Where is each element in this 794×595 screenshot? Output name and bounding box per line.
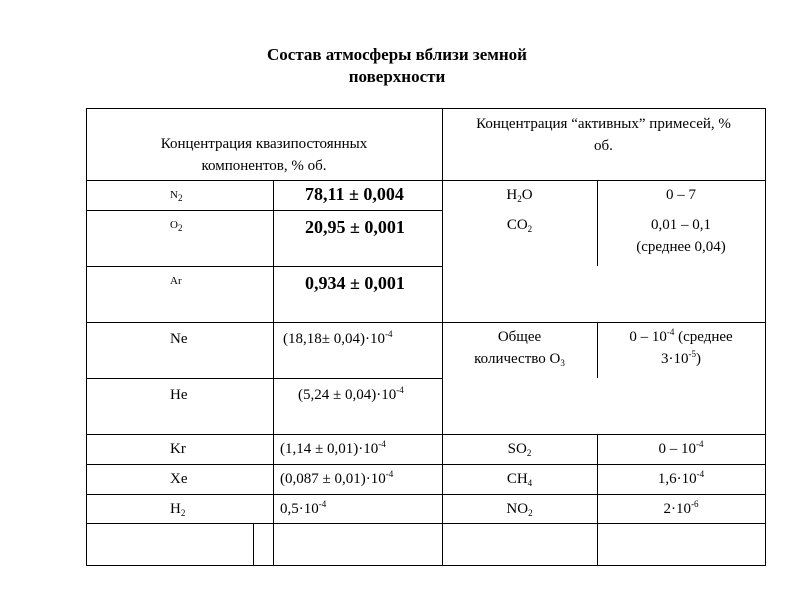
symbol-he: He: [170, 387, 188, 403]
value-h2: $0,5\cdot 10^{-4}$: [280, 499, 327, 517]
name-so2: $SO_2$: [507, 441, 532, 458]
value-so2: $0 - 10^{-4}$: [658, 439, 704, 457]
grid-line: [86, 322, 766, 323]
grid-line: [86, 180, 766, 181]
symbol-n2: $N_2$: [170, 189, 183, 203]
symbol-ar: Ar: [170, 275, 182, 287]
title-line-1: Состав атмосферы вблизи земной: [267, 45, 527, 64]
value-xe: $(0,087 \pm 0,01)\cdot 10^{-4}$: [280, 469, 394, 487]
value-n2: 78,11 ± 0,004: [305, 184, 404, 204]
symbol-ne: Ne: [170, 331, 188, 347]
value-ar: 0,934 ± 0,001: [305, 273, 405, 293]
value-no2: $2\cdot 10^{-6}$: [663, 499, 699, 517]
title-line-2: поверхности: [348, 67, 446, 86]
name-h2o: $H_2O$: [506, 187, 533, 204]
right-header: Концентрация “активных” примесей, % об.: [476, 116, 731, 154]
value-h2o: 0 – 7: [666, 187, 696, 203]
name-co2: $CO_2$: [506, 217, 533, 234]
grid-line: [86, 523, 766, 524]
name-no2: $NO_2$: [506, 501, 533, 518]
grid-line: [86, 494, 766, 495]
grid-top: [86, 108, 766, 109]
value-he: $(5,24 \pm 0,04)\cdot 10^{-4}$: [298, 385, 404, 403]
value-o3: $0 - 10^{-4}$ (среднее $3\cdot 10^{-5}$): [629, 327, 733, 367]
value-ch4: $1,6\cdot 10^{-4}$: [657, 469, 705, 487]
grid-line: [86, 266, 442, 267]
value-ne: $(18,18\pm 0,04)\cdot 10^{-4}$: [283, 329, 393, 347]
grid-line: [273, 180, 274, 565]
grid-line: [86, 434, 766, 435]
page-title: [0, 44, 794, 88]
symbol-h2: $H_2$: [170, 501, 186, 518]
grid-right: [765, 108, 766, 565]
symbol-o2: $O_2$: [170, 219, 183, 233]
value-co2: 0,01 – 0,1 (среднее 0,04): [636, 217, 726, 255]
grid-line: [253, 523, 254, 565]
grid-line: [86, 210, 442, 211]
left-header: Концентрация квазипостоянных компонентов, % об.: [160, 136, 368, 174]
symbol-kr: Kr: [170, 441, 186, 457]
value-kr: $(1,14 \pm 0,01)\cdot 10^{-4}$: [280, 439, 386, 457]
symbol-xe: Xe: [170, 471, 188, 487]
value-o2: 20,95 ± 0,001: [305, 217, 405, 237]
grid-bottom: [86, 565, 766, 566]
grid-line: [86, 464, 766, 465]
name-ch4: $CH_4$: [506, 471, 533, 488]
name-o3: Общее количество $O_3$: [474, 329, 565, 368]
grid-line: [86, 378, 442, 379]
